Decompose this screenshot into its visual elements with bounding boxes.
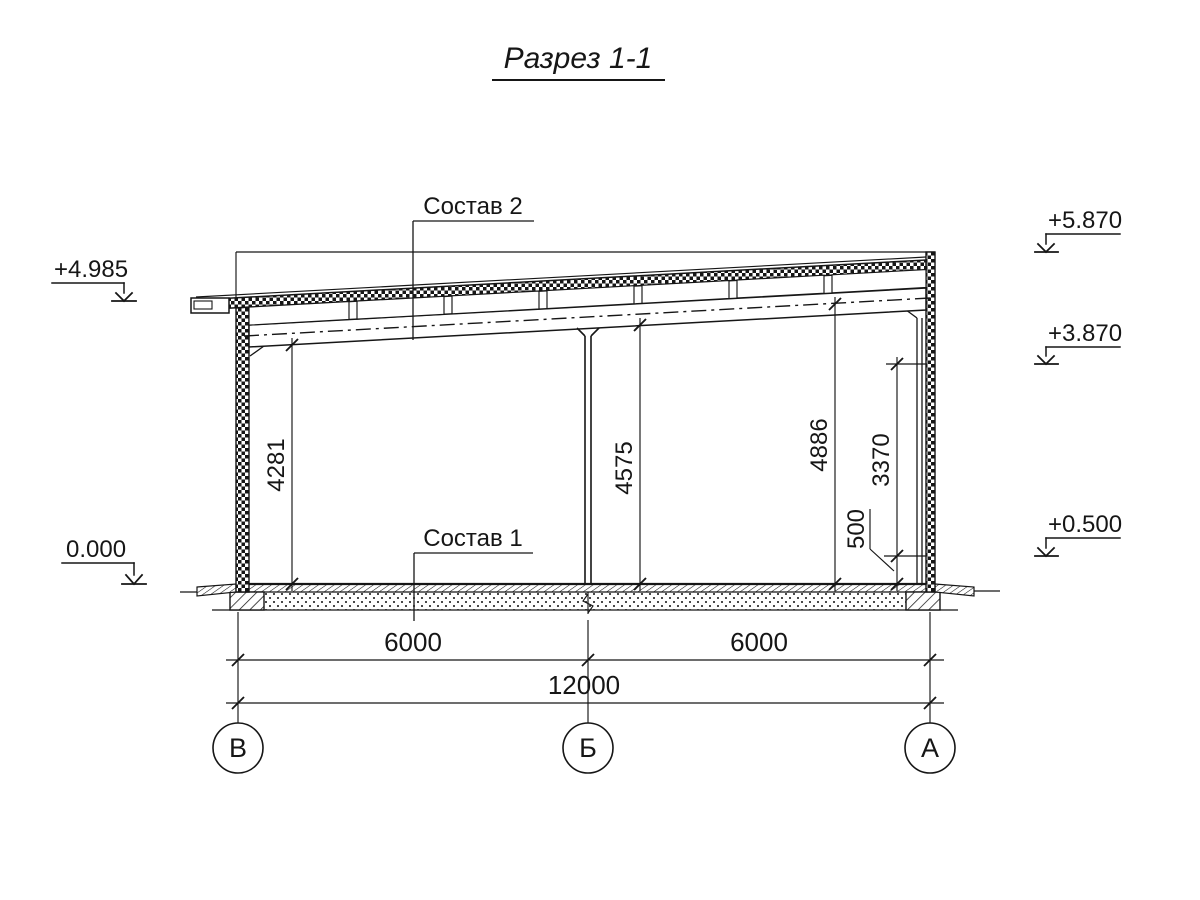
horizontal-dimensions <box>226 612 944 723</box>
elevation-left-floor-value: 0.000 <box>66 536 127 563</box>
elevation-right-beam-value: +3.870 <box>1048 320 1123 347</box>
axis-label-b: Б <box>579 733 597 763</box>
elevation-right-plinth-value: +0.500 <box>1048 511 1123 538</box>
roof-assembly <box>191 257 930 347</box>
dim-500-leader <box>870 549 894 571</box>
capital-right <box>591 328 599 336</box>
elevation-right-beam <box>1035 320 1122 364</box>
foundation-pad-right <box>906 592 940 610</box>
axis-bubbles <box>213 723 955 773</box>
foundation-pad-left <box>230 592 264 610</box>
middle-column <box>577 328 599 614</box>
composition-callouts <box>413 193 534 621</box>
axis-label-v: В <box>228 733 248 763</box>
elevation-right-parapet-value: +5.870 <box>1048 207 1123 234</box>
elevation-right-parapet <box>1035 207 1122 252</box>
elevation-left-floor <box>62 536 146 584</box>
floor-assembly <box>180 584 1000 610</box>
axis-label-a: А <box>920 733 940 763</box>
drawing-title <box>492 42 665 80</box>
dim-left-clear-height: 4281 <box>263 438 290 492</box>
page-title: Разрез 1-1 <box>503 42 653 75</box>
elevation-left-roof-value: +4.985 <box>54 256 129 283</box>
down-arrow-icon <box>116 293 124 301</box>
down-arrow-icon <box>1038 548 1046 556</box>
floor-screed-hatch <box>249 584 926 592</box>
roof-composition-callout: Состав 2 <box>423 193 523 220</box>
dim-middle-clear-height: 4575 <box>611 441 638 495</box>
dim-right-clear-height: 4886 <box>806 418 833 472</box>
left-wall <box>236 307 249 592</box>
elevation-right-plinth <box>1035 511 1122 556</box>
down-arrow-icon <box>1038 244 1046 252</box>
eave-fascia-detail <box>194 301 212 309</box>
down-arrow-icon <box>1038 356 1046 364</box>
dim-span-b-a: 6000 <box>730 627 788 657</box>
apron-right <box>935 584 974 596</box>
elevation-marks <box>52 207 1122 584</box>
dim-total-span: 12000 <box>547 670 621 700</box>
floor-composition-callout: Состав 1 <box>423 525 523 552</box>
right-wall <box>926 252 935 592</box>
underfloor-bedding <box>262 592 908 610</box>
down-arrow-icon <box>126 575 134 584</box>
elevation-left-roof <box>52 256 136 301</box>
dim-span-v-b: 6000 <box>384 627 442 657</box>
dim-plinth-height: 500 <box>843 508 870 550</box>
dim-right-column-height: 3370 <box>868 433 895 487</box>
